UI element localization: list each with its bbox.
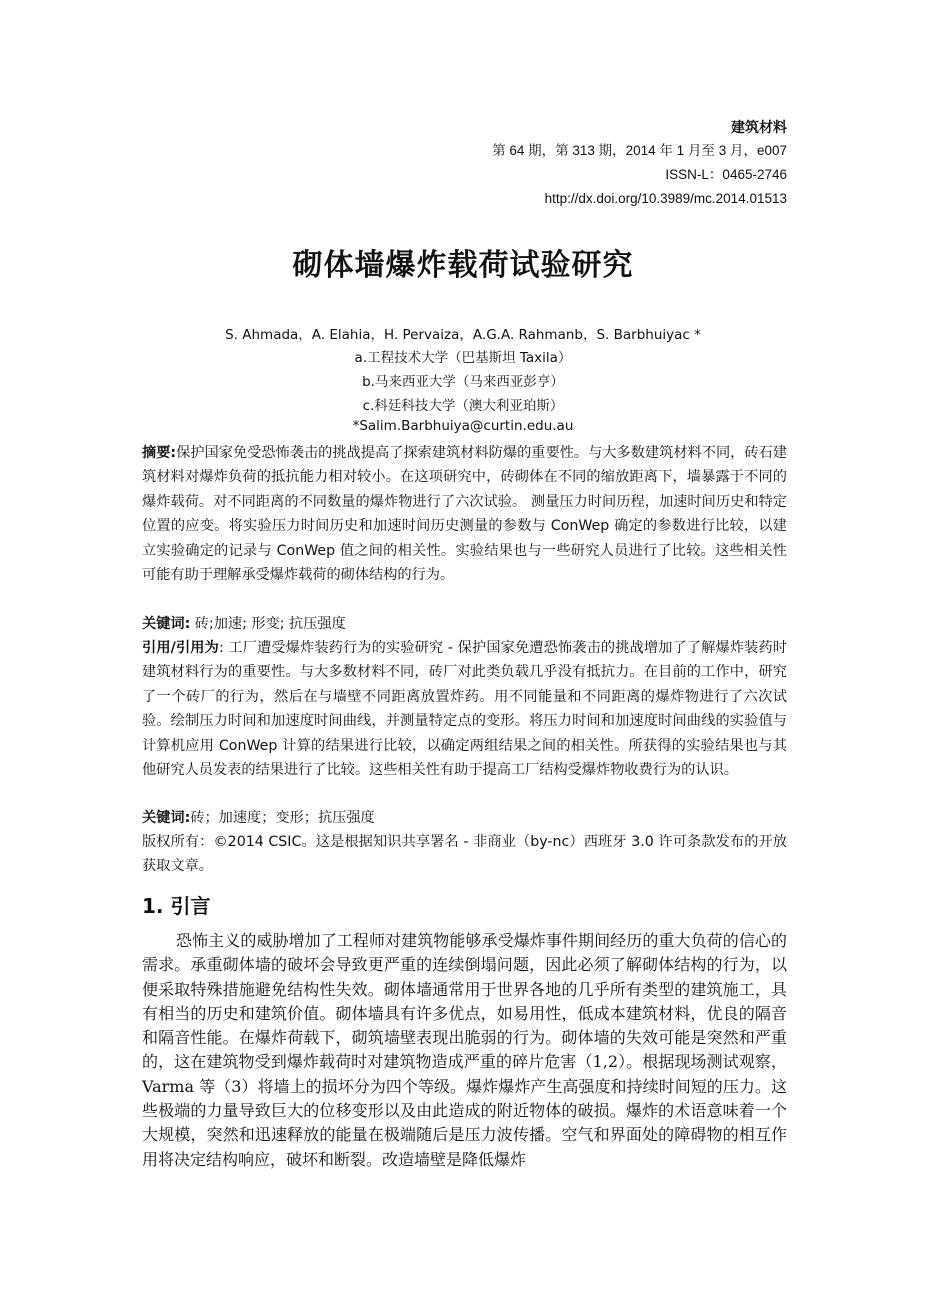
keywords-text: 砖;加速; 形变; 抗压强度 — [190, 616, 346, 632]
section-heading-introduction: 1. 引言 — [142, 894, 211, 918]
issue-info: 第 64 期，第 313 期，2014 年 1 月至 3 月，e007 — [492, 143, 787, 158]
keywords-label: 关键词: — [142, 616, 191, 632]
affiliation-b: b.马来西亚大学（马来西亚彭亨） — [362, 374, 564, 390]
paper-title: 砌体墙爆炸载荷试验研究 — [292, 248, 634, 283]
abstract-label: 摘要: — [142, 445, 177, 461]
corresponding-email[interactable]: *Salim.Barbhuiya@curtin.edu.au — [352, 418, 574, 434]
abstract — [142, 441, 787, 587]
author-list: S. Ahmada，A. Elahia，H. Pervaiza，A.G.A. Rahmanb，S. Barbhuiyac * — [225, 327, 701, 343]
citation — [142, 636, 787, 782]
issn: ISSN-L：0465-2746 — [665, 167, 787, 182]
doi-link[interactable]: http://dx.doi.org/10.3989/mc.2014.01513 — [544, 191, 787, 206]
copyright-notice: 版权所有：©2014 CSIC。这是根据知识共享署名 - 非商业（by-nc）西班牙 3.0 许可条款发布的开放获取文章。 — [142, 834, 787, 875]
journal-name: 建筑材料 — [731, 119, 787, 135]
keywords-translated — [142, 806, 787, 830]
citation-text: : 工厂遭受爆炸装药行为的实验研究 - 保护国家免遭恐怖袭击的挑战增加了了解爆炸装药时建筑材料行为的重要性。与大多数材料不同，砖厂对此类负载几乎没有抵抗力。在目前的工作中，研究了一个砖厂的行为，然后在与墙壁不同距离放置炸药。用不同能量和不同距离的爆炸物进行了六次试验。绘制压力时间和加速度时间曲线，并测量特定点的变形。将压力时间和加速度时间曲线的实验值与计算机应用 ConWep 计算的结果进行比较，以确定两组结果之间的相关性。所获得的实验结果也与其他研究人员发表的结果进行了比较。这些相关性有助于提高工厂结构受爆炸物收费行为的认识。 — [142, 640, 787, 779]
keywords — [142, 612, 787, 636]
keywords-translated-label: 关键词: — [142, 810, 191, 826]
introduction-paragraph: 恐怖主义的威胁增加了工程师对建筑物能够承受爆炸事件期间经历的重大负荷的信心的需求。承重砌体墙的破坏会导致更严重的连续倒塌问题，因此必须了解砌体结构的行为，以便采取特殊措施避免结构性失效。砌体墙通常用于世界各地的几乎所有类型的建筑施工，具有相当的历史和建筑价值。砌体墙具有许多优点，如易用性，低成本建筑材料，优良的隔音和隔音性能。在爆炸荷载下，砌筑墙壁表现出脆弱的行为。砌体墙的失效可能是突然和严重的，这在建筑物受到爆炸载荷时对建筑物造成严重的碎片危害（1,2）。根据现场测试观察，Varma 等（3）将墙上的损坏分为四个等级。爆炸爆炸产生高强度和持续时间短的压力。这些极端的力量导致巨大的位移变形以及由此造成的附近物体的破损。爆炸的术语意味着一个大规模，突然和迅速释放的能量在极端随后是压力波传播。空气和界面处的障碍物的相互作用将决定结构响应，破坏和断裂。改造墙壁是降低爆炸 — [142, 931, 787, 1169]
abstract-text: 保护国家免受恐怖袭击的挑战提高了探索建筑材料防爆的重要性。与大多数建筑材料不同，砖石建筑材料对爆炸负荷的抵抗能力相对较小。在这项研究中，砖砌体在不同的缩放距离下，墙暴露于不同的爆炸载荷。对不同距离的不同数量的爆炸物进行了六次试验。 测量压力时间历程，加速时间历史和特定位置的应变。将实验压力时间历史和加速时间历史测量的参数与 ConWep 确定的参数进行比较，以建立实验确定的记录与 ConWep 值之间的相关性。实验结果也与一些研究人员进行了比较。这些相关性可能有助于理解承受爆炸载荷的砌体结构的行为。 — [142, 445, 787, 584]
keywords-translated-text: 砖；加速度；变形；抗压强度 — [190, 810, 375, 826]
affiliation-c: c.科廷科技大学（澳大利亚珀斯） — [362, 398, 564, 414]
affiliation-a: a.工程技术大学（巴基斯坦 Taxila） — [354, 350, 572, 366]
citation-label: 引用/引用为 — [142, 640, 219, 656]
